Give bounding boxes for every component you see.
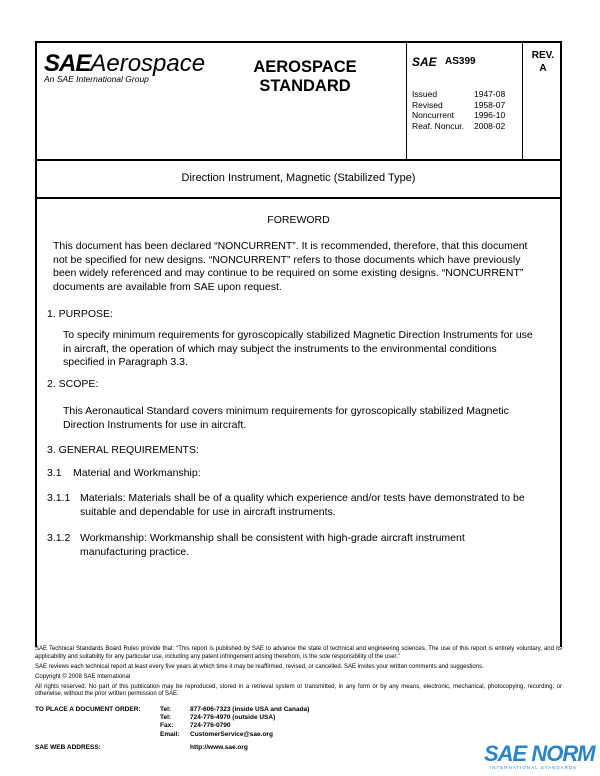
issue-dates bbox=[412, 89, 505, 131]
footer-notice bbox=[35, 646, 562, 702]
footer-copyright: Copyright © 2008 SAE International bbox=[35, 673, 131, 680]
date-row: Issued 1947-08 bbox=[412, 89, 506, 99]
document-number: AS399 bbox=[445, 56, 476, 67]
section-3-1-title: Material and Workmanship: bbox=[73, 467, 201, 479]
section-3-1-number: 3.1 bbox=[47, 467, 62, 479]
date-row: Reaf. Noncur. 2008-02 bbox=[412, 120, 506, 131]
logo-tagline: An SAE International Group bbox=[44, 74, 149, 84]
sae-norm-subtitle: INTERNATIONAL STANDARDS bbox=[490, 765, 578, 770]
section-3-1-1-number: 3.1.1 bbox=[47, 492, 71, 504]
purpose-heading: 1. PURPOSE: bbox=[47, 308, 113, 320]
footer-review: SAE reviews each technical report at least every five years at which time it may be reaffirmed, revised, or cancelled. SAE invites your written comments and suggestions. bbox=[35, 663, 484, 670]
footer-rights: All rights reserved. No part of this publication may be reproduced, stored in a retrieval system or transmitted, in any form or by any means, electronic, mechanical, photocopying, recording, or otherwise, without the prior written permission of SAE. bbox=[35, 683, 562, 698]
purpose-paragraph: To specify minimum requirements for gyroscopically stabilized Magnetic Direction Instruments for use in aircraft, the operation of which may subject the instruments to the environmental conditions specified in Paragraph 3.3. bbox=[63, 329, 533, 368]
standard-heading: AEROSPACE STANDARD bbox=[253, 58, 357, 95]
date-row: Noncurrent 1996-10 bbox=[412, 110, 506, 120]
sae-mini-logo: SAE bbox=[412, 55, 437, 69]
foreword-paragraph: This document has been declared “NONCURRENT”. It is recommended, therefore, that this document not be specified for new designs. “NONCURRENT” refers to those documents which have previously been widely referenced and may continue to be required on some existing designs. “NONCURRENT” documents are available from SAE upon request. bbox=[53, 240, 528, 293]
email-link[interactable]: CustomerService@sae.org bbox=[190, 730, 273, 738]
footer-rules: SAE Technical Standards Board Rules provide that: “This report is published by SAE to advance the state of technical and engineering sciences. The use of this report is entirely voluntary, and its applicability and suitability for any particular use, including any patent infringement arising therefrom, is the sole responsibility of the user.” bbox=[35, 646, 562, 660]
foreword-heading: FOREWORD bbox=[267, 214, 330, 226]
sae-norm-watermark: SAE NORM bbox=[484, 741, 595, 766]
ordering-info: TO PLACE A DOCUMENT ORDER: Tel: 877-606-7323 (inside USA and Canada) Tel: 724-776-4970 (outside USA) Fax: 724-776-0790 Email: CustomerService@sae.org SAE WEB ADDRESS: http://www.sae.org bbox=[35, 706, 310, 751]
section-3-1-2-number: 3.1.2 bbox=[47, 532, 71, 544]
sae-aerospace-logo: SAEAerospace bbox=[44, 50, 206, 77]
section-3-1-2-paragraph: Workmanship: Workmanship shall be consistent with high-grade aircraft instrument manufacturing practice. bbox=[80, 532, 465, 558]
revision-label: REV. A bbox=[531, 50, 555, 74]
section-3-1-1-paragraph: Materials: Materials shall be of a quality which experience and/or tests have demonstrated to be suitable and dependable for use in aircraft instruments. bbox=[80, 492, 525, 518]
web-address-link[interactable]: http://www.sae.org bbox=[190, 743, 248, 751]
date-row: Revised 1958-07 bbox=[412, 99, 506, 110]
document-title: Direction Instrument, Magnetic (Stabilized Type) bbox=[181, 172, 416, 184]
scope-heading: 2. SCOPE: bbox=[47, 378, 99, 390]
general-requirements-heading: 3. GENERAL REQUIREMENTS: bbox=[47, 444, 199, 456]
scope-paragraph: This Aeronautical Standard covers minimum requirements for gyroscopically stabilized Magnetic Direction Instruments for use in aircraft. bbox=[63, 405, 509, 431]
header-divider bbox=[406, 43, 407, 159]
